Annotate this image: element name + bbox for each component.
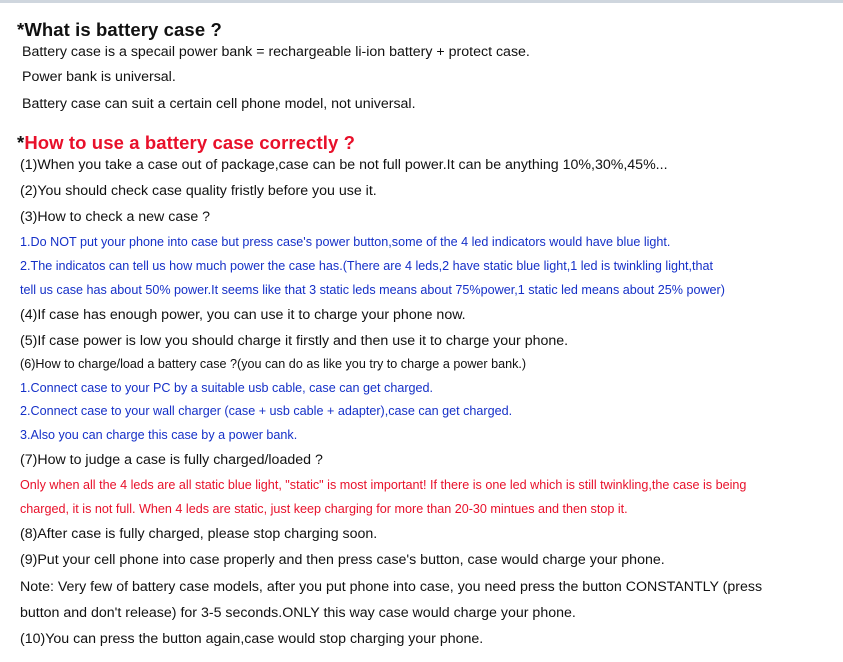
fully-charged-warning-cont: charged, it is not full. When 4 leds are static, just keep charging for more than 20-30 mintues and then stop it.	[20, 502, 628, 516]
step-9-text: (9)Put your cell phone into case properly and then press case's button, case would charge your phone.	[20, 552, 665, 568]
step-4-text: (4)If case has enough power, you can use it to charge your phone now.	[20, 307, 466, 323]
step-1-text: (1)When you take a case out of package,case can be not full power.It can be anything 10%,30%,45%...	[20, 157, 668, 173]
check-note-2: 2.The indicatos can tell us how much power the case has.(There are 4 leds,2 have static blue light,1 led is twinkling light,that	[20, 259, 714, 273]
step-8-text: (8)After case is fully charged, please stop charging soon.	[20, 526, 378, 542]
step-3-text: (3)How to check a new case ?	[20, 209, 211, 225]
step-5-text: (5)If case power is low you should charge it firstly and then use it to charge your phone.	[20, 333, 569, 349]
heading-title: What is battery case ?	[24, 19, 222, 40]
section-heading-how-to-use	[17, 134, 355, 153]
step-6-text: (6)How to charge/load a battery case ?(you can do as like you try to charge a power bank.)	[20, 357, 527, 371]
fully-charged-warning: Only when all the 4 leds are all static blue light, "static" is most important! If there is one led which is still twinkling,the case is being	[20, 478, 747, 492]
heading-asterisk: *	[17, 19, 25, 40]
check-note-1: 1.Do NOT put your phone into case but press case's power button,some of the 4 led indicators would have blue light.	[20, 235, 671, 249]
heading-asterisk: *	[17, 132, 25, 153]
check-note-2-cont: tell us case has about 50% power.It seems like that 3 static leds means about 75%power,1 static led means about 25% power)	[20, 283, 725, 297]
paragraph-line: Battery case can suit a certain cell phone model, not universal.	[22, 96, 416, 112]
section-heading-what-is	[17, 21, 222, 40]
step-2-text: (2)You should check case quality fristly before you use it.	[20, 183, 377, 199]
paragraph-line: Power bank is universal.	[22, 69, 176, 85]
step-10-text: (10)You can press the button again,case would stop charging your phone.	[20, 631, 484, 647]
paragraph-line: Battery case is a specail power bank = rechargeable li-ion battery + protect case.	[22, 44, 530, 60]
heading-title: How to use a battery case correctly ?	[24, 132, 355, 153]
charge-method-1: 1.Connect case to your PC by a suitable usb cable, case can get charged.	[20, 381, 434, 395]
note-text: Note: Very few of battery case models, after you put phone into case, you need press the button CONSTANTLY (press	[20, 579, 763, 595]
charge-method-3: 3.Also you can charge this case by a power bank.	[20, 428, 298, 442]
note-text-cont: button and don't release) for 3-5 seconds.ONLY this way case would charge your phone.	[20, 605, 576, 621]
step-7-text: (7)How to judge a case is fully charged/loaded ?	[20, 452, 323, 468]
top-divider	[0, 0, 843, 3]
charge-method-2: 2.Connect case to your wall charger (case + usb cable + adapter),case can get charged.	[20, 404, 513, 418]
